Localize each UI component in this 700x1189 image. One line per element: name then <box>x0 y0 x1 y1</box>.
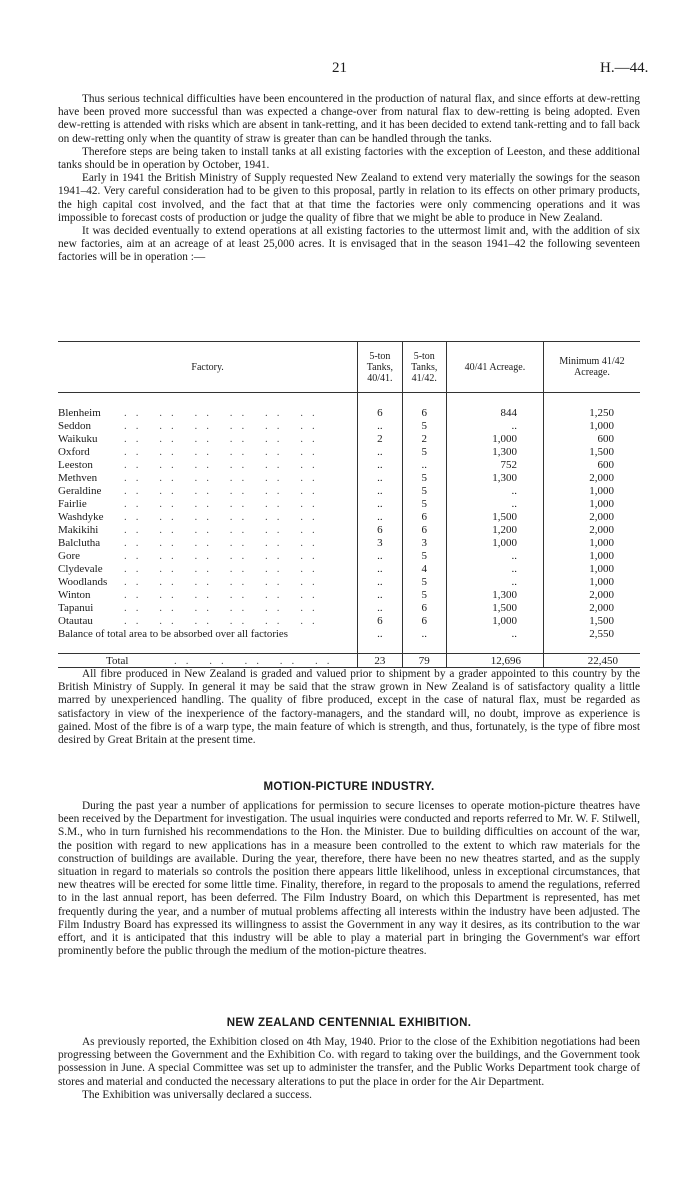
column-header-acreage-40-41: 40/41 Acreage. <box>446 342 543 393</box>
acreage-41-42-cell: 1,000 <box>543 497 640 510</box>
factory-name-cell <box>58 445 358 458</box>
tanks-40-41-cell: 2 <box>358 432 402 445</box>
exhibition-text <box>58 1036 640 1102</box>
factory-name: Seddon <box>58 419 91 432</box>
leader-dots: .. .. .. .. .. .. <box>124 406 324 419</box>
acreage-41-42-cell: 2,000 <box>543 510 640 523</box>
tanks-40-41-cell: .. <box>358 445 402 458</box>
acreage-41-42-cell: 1,000 <box>543 536 640 549</box>
factory-name: Clydevale <box>58 562 103 575</box>
column-header-factory: Factory. <box>58 342 358 393</box>
factory-name: Leeston <box>58 458 93 471</box>
table-row-balance <box>58 627 640 640</box>
tanks-41-42-cell: 5 <box>402 419 446 432</box>
leader-dots: .. .. .. .. .. .. <box>124 471 324 484</box>
total-tanks-40-41: 23 <box>358 654 402 668</box>
acreage-41-42-cell: 2,000 <box>543 601 640 614</box>
leader-dots: .. .. .. .. .. .. <box>124 432 324 445</box>
total-acreage-40-41: 12,696 <box>446 654 543 668</box>
leader-dots: .. .. .. .. .. .. <box>124 523 324 536</box>
acreage-40-41-cell: .. <box>446 562 543 575</box>
tanks-40-41-cell: .. <box>358 471 402 484</box>
fibre-text <box>58 668 640 747</box>
acreage-41-42-cell: 1,500 <box>543 445 640 458</box>
paragraph: It was decided eventually to extend operations at all existing factories to the uttermost limit and, with the addition of six new factories, aim at an acreage of at least 25,000 acres. It is envisaged that in the season 1941–42 the following seventeen factories will be in operation :— <box>58 225 640 264</box>
acreage-41-42-cell: 2,550 <box>543 627 640 640</box>
factory-name: Otautau <box>58 614 93 627</box>
factory-name-cell <box>58 601 358 614</box>
factory-name-cell <box>58 458 358 471</box>
acreage-40-41-cell: .. <box>446 549 543 562</box>
tanks-40-41-cell: 3 <box>358 536 402 549</box>
table-row <box>58 562 640 575</box>
tanks-40-41-cell: .. <box>358 627 402 640</box>
acreage-40-41-cell: 1,500 <box>446 510 543 523</box>
leader-dots: .. .. .. .. .. .. <box>124 536 324 549</box>
factory-name: Makikihi <box>58 523 99 536</box>
acreage-40-41-cell: 1,000 <box>446 536 543 549</box>
table-row-total <box>58 654 640 668</box>
leader-dots: .. .. .. .. .. .. <box>124 588 324 601</box>
acreage-40-41-cell: .. <box>446 484 543 497</box>
factory-name: Tapanui <box>58 601 94 614</box>
tanks-40-41-cell: .. <box>358 497 402 510</box>
leader-dots: .. .. .. .. .. .. <box>124 484 324 497</box>
table-row <box>58 614 640 627</box>
acreage-40-41-cell: .. <box>446 627 543 640</box>
acreage-41-42-cell: 2,000 <box>543 588 640 601</box>
factory-name: Gore <box>58 549 80 562</box>
paragraph: The Exhibition was universally declared a success. <box>82 1088 312 1101</box>
acreage-41-42-cell: 1,000 <box>543 575 640 588</box>
table-row <box>58 458 640 471</box>
factory-name-cell <box>58 510 358 523</box>
leader-dots: .. .. .. .. .. .. <box>124 549 324 562</box>
paragraph: Early in 1941 the British Ministry of Supply requested New Zealand to extend very materially the sowings for the season 1941–42. Very careful consideration had to be given to this proposal, partly in relation to its effects on other primary products, the high capital cost involved, and the fact that at that time the factories were only commencing operations and it was impossible to forecast costs of production or judge the quality of fibre that we might be able to produce in New Zealand. <box>58 172 640 224</box>
factory-name: Woodlands <box>58 575 108 588</box>
table-row <box>58 536 640 549</box>
factory-name: Methven <box>58 471 98 484</box>
tanks-41-42-cell: 4 <box>402 562 446 575</box>
factory-name-cell <box>58 406 358 419</box>
paragraph: As previously reported, the Exhibition closed on 4th May, 1940. Prior to the close of the Exhibition negotiations had been progressing between the Government and the Exhibition Co. with regard to taking over the buildings, and the Government took possession in June. A special Committee was set up to administer the transfer, and the Public Works Department took charge of stores and material and conducted the necessary alterations to put the place in order for the Air Department. <box>58 1036 640 1088</box>
table-row <box>58 575 640 588</box>
table-row <box>58 497 640 510</box>
acreage-40-41-cell: 1,300 <box>446 588 543 601</box>
factory-name-cell <box>58 419 358 432</box>
page-number: 21 <box>332 60 347 76</box>
tanks-41-42-cell: 6 <box>402 523 446 536</box>
total-acreage-41-42: 22,450 <box>543 654 640 668</box>
tanks-41-42-cell: 5 <box>402 549 446 562</box>
factory-name: Fairlie <box>58 497 87 510</box>
balance-label: Balance of total area to be absorbed over all factories <box>58 627 288 640</box>
acreage-41-42-cell: 600 <box>543 432 640 445</box>
total-label-text: Total <box>106 654 129 667</box>
paragraph: Therefore steps are being taken to install tanks at all existing factories with the exception of Leeston, and these additional tanks should be in operation by October, 1941. <box>58 145 640 172</box>
factory-name: Waikuku <box>58 432 98 445</box>
acreage-40-41-cell: .. <box>446 419 543 432</box>
table-row <box>58 588 640 601</box>
tanks-40-41-cell: .. <box>358 510 402 523</box>
leader-dots: .. .. .. .. .. .. <box>124 601 324 614</box>
acreage-40-41-cell: 1,300 <box>446 471 543 484</box>
tanks-41-42-cell: .. <box>402 627 446 640</box>
column-header-tanks-41-42: 5-ton Tanks, 41/42. <box>402 342 446 393</box>
leader-dots: .. .. .. .. .. .. <box>124 445 324 458</box>
factories-table <box>58 341 640 668</box>
tanks-40-41-cell: .. <box>358 419 402 432</box>
section-heading-exhibition: NEW ZEALAND CENTENNIAL EXHIBITION. <box>226 1017 472 1029</box>
tanks-41-42-cell: 2 <box>402 432 446 445</box>
leader-dots: .. .. .. .. .. .. <box>124 419 324 432</box>
factory-name-cell <box>58 536 358 549</box>
table-row <box>58 549 640 562</box>
leader-dots: .. .. .. .. .. .. <box>124 614 324 627</box>
table-row <box>58 445 640 458</box>
total-label <box>58 654 358 668</box>
acreage-41-42-cell: 1,000 <box>543 562 640 575</box>
tanks-41-42-cell: 5 <box>402 575 446 588</box>
factory-name-cell <box>58 562 358 575</box>
acreage-40-41-cell: 1,000 <box>446 614 543 627</box>
intro-text <box>58 93 640 265</box>
tanks-40-41-cell: .. <box>358 588 402 601</box>
factory-name: Washdyke <box>58 510 104 523</box>
leader-dots: .. .. .. .. .. .. <box>124 497 324 510</box>
table-row <box>58 601 640 614</box>
acreage-41-42-cell: 1,000 <box>543 549 640 562</box>
acreage-40-41-cell: .. <box>446 497 543 510</box>
factory-name-cell <box>58 484 358 497</box>
factory-name: Oxford <box>58 445 90 458</box>
table-row <box>58 432 640 445</box>
acreage-40-41-cell: 1,200 <box>446 523 543 536</box>
table-body <box>58 393 640 668</box>
paragraph: Thus serious technical difficulties have been encountered in the production of natural flax, and since efforts at dew-retting have been proved more successful than was expected a change-over from natural flax to dew-retting is being adopted. Even dew-retting is attended with risks which are absent in tank-retting, and it has been decided to extend tank-retting and to fall back on dew-retting only when the quantity of straw is greater than can be handled through the tanks. <box>58 93 640 145</box>
paragraph: During the past year a number of applications for permission to secure licenses to operate motion-picture theatres have been received by the Department for investigation. The usual inquiries were conducted and reports referred to Mr. W. F. Stilwell, S.M., who in turn furnished his recommendations to the Hon. the Minister. Due to building difficulties on account of the war, the position with regard to new applications has in a measure been controlled to the extent to which raw materials for the construction of buildings are available. During the year, therefore, there have been no new theatres started, and as the supply situation in regard to materials so controls the position there appears little likelihood, unless in exceptional circumstances, that new theatres will be erected for some little time. Finality, therefore, in regard to the proposals to amend the regulations, referred to in the last annual report, has been deferred. The Film Industry Board, on which this Department is represented, has met frequently during the year, and a number of mutual problems affecting all interests within the industry have been adjusted. The Film Industry Board has expressed its willingness to assist the Government in any way it desires, as its contribution to the war effort, and it is anticipated that this industry will be able to play a material part in bringing the Government's war effort prominently before the public through the medium of the motion-picture theatres. <box>58 800 640 958</box>
tanks-40-41-cell: .. <box>358 549 402 562</box>
factory-name-cell <box>58 588 358 601</box>
leader-dots: .. .. .. .. .. .. <box>124 575 324 588</box>
tanks-40-41-cell: 6 <box>358 406 402 419</box>
tanks-41-42-cell: 3 <box>402 536 446 549</box>
acreage-40-41-cell: 844 <box>446 406 543 419</box>
acreage-40-41-cell: 1,000 <box>446 432 543 445</box>
document-reference: H.—44. <box>600 60 649 76</box>
factory-name-cell <box>58 614 358 627</box>
tanks-41-42-cell: 5 <box>402 484 446 497</box>
tanks-40-41-cell: 6 <box>358 523 402 536</box>
acreage-41-42-cell: 1,500 <box>543 614 640 627</box>
tanks-41-42-cell: 5 <box>402 445 446 458</box>
acreage-41-42-cell: 600 <box>543 458 640 471</box>
tanks-41-42-cell: 5 <box>402 588 446 601</box>
leader-dots: .. .. .. .. .. .. <box>124 510 324 523</box>
tanks-41-42-cell: .. <box>402 458 446 471</box>
acreage-41-42-cell: 2,000 <box>543 523 640 536</box>
factory-name-cell <box>58 575 358 588</box>
tanks-40-41-cell: .. <box>358 601 402 614</box>
tanks-40-41-cell: .. <box>358 458 402 471</box>
tanks-41-42-cell: 6 <box>402 406 446 419</box>
leader-dots: .. .. .. .. .. .. <box>124 458 324 471</box>
tanks-41-42-cell: 5 <box>402 471 446 484</box>
table-row <box>58 419 640 432</box>
table-row <box>58 510 640 523</box>
acreage-41-42-cell: 1,250 <box>543 406 640 419</box>
acreage-40-41-cell: .. <box>446 575 543 588</box>
factory-name-cell <box>58 432 358 445</box>
factory-name-cell <box>58 549 358 562</box>
factory-name-cell <box>58 497 358 510</box>
acreage-41-42-cell: 1,000 <box>543 419 640 432</box>
table-spacer <box>58 640 640 654</box>
table-spacer <box>58 393 640 407</box>
total-tanks-41-42: 79 <box>402 654 446 668</box>
table-row <box>58 484 640 497</box>
acreage-40-41-cell: 1,300 <box>446 445 543 458</box>
tanks-40-41-cell: 6 <box>358 614 402 627</box>
factory-name-cell <box>58 471 358 484</box>
column-header-tanks-40-41: 5-ton Tanks, 40/41. <box>358 342 402 393</box>
tanks-40-41-cell: .. <box>358 575 402 588</box>
tanks-41-42-cell: 6 <box>402 601 446 614</box>
factory-name: Blenheim <box>58 406 101 419</box>
tanks-40-41-cell: .. <box>358 484 402 497</box>
paragraph: All fibre produced in New Zealand is graded and valued prior to shipment by a grader appointed to this country by the British Ministry of Supply. In general it may be said that the straw grown in New Zealand is of satisfactory quality a little marred by unexperienced handling. The quality of fibre produced, except in the case of natural flax, must be regarded as satisfactory in view of the inexperience of the factory-managers, and the standard will, no doubt, improve as experience is gained. Most of the fibre is of a warp type, the main feature of which is strength, and thus, fortunately, is the type of fibre most desired by Great Britain at the present time. <box>58 668 640 747</box>
factory-name: Balclutha <box>58 536 101 549</box>
tanks-41-42-cell: 6 <box>402 510 446 523</box>
tanks-41-42-cell: 6 <box>402 614 446 627</box>
table-header-row <box>58 342 640 393</box>
factory-name-cell <box>58 523 358 536</box>
column-header-acreage-41-42: Minimum 41/42 Acreage. <box>543 342 640 393</box>
factory-name: Winton <box>58 588 91 601</box>
table-row <box>58 406 640 419</box>
factory-name: Geraldine <box>58 484 102 497</box>
table-row <box>58 471 640 484</box>
acreage-41-42-cell: 1,000 <box>543 484 640 497</box>
section-heading-motion-picture: MOTION-PICTURE INDUSTRY. <box>263 781 435 793</box>
leader-dots: .. .. .. .. .. .. <box>124 562 324 575</box>
acreage-40-41-cell: 1,500 <box>446 601 543 614</box>
tanks-40-41-cell: .. <box>358 562 402 575</box>
tanks-41-42-cell: 5 <box>402 497 446 510</box>
motion-picture-text <box>58 800 640 958</box>
acreage-40-41-cell: 752 <box>446 458 543 471</box>
leader-dots: .. .. .. .. .. <box>174 654 339 667</box>
acreage-41-42-cell: 2,000 <box>543 471 640 484</box>
table-row <box>58 523 640 536</box>
